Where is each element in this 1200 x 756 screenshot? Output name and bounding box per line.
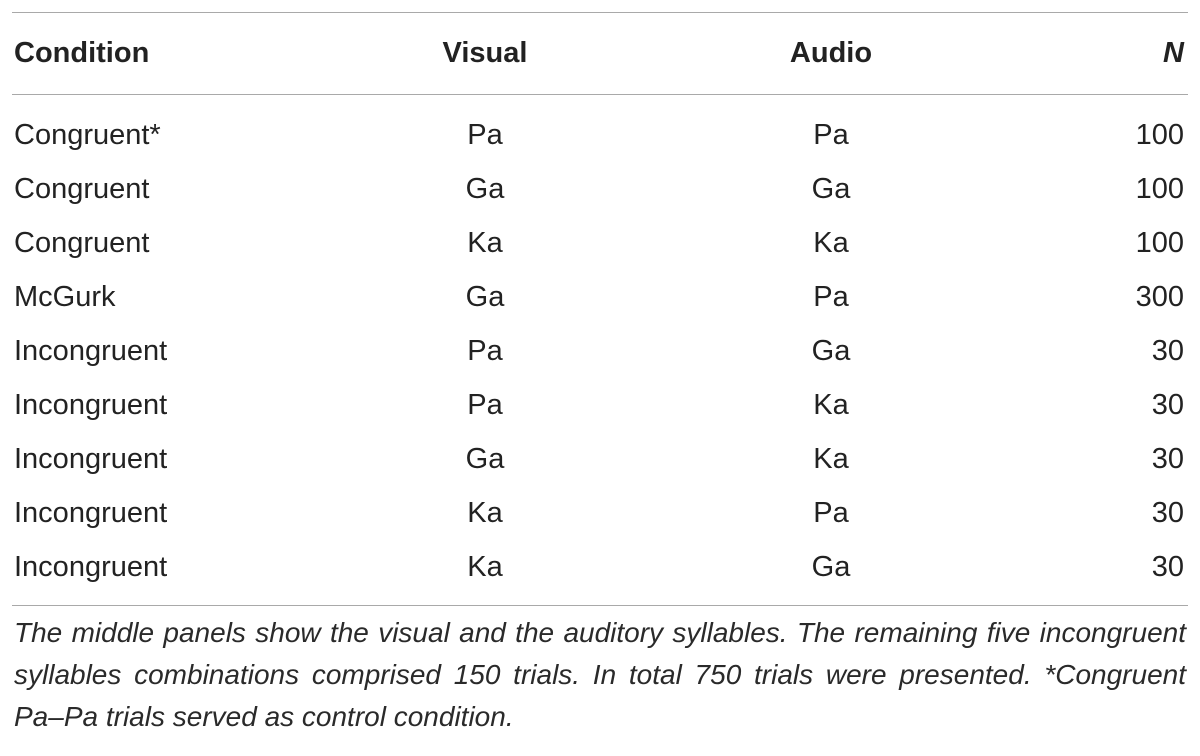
table-row xyxy=(14,324,1186,378)
header-condition: Condition xyxy=(14,37,150,69)
cell-audio: Ga xyxy=(811,551,851,583)
cell-n: 100 xyxy=(1135,119,1184,151)
cell-condition: Incongruent xyxy=(14,389,168,421)
cell-n: 100 xyxy=(1135,227,1184,259)
table-footnote: The middle panels show the visual and the auditory syllables. The remaining five incongruent syllables combinations comprised 150 trials. In total 750 trials were presented. *Congruent Pa–Pa trials served as control condition. xyxy=(14,617,1186,732)
cell-visual: Pa xyxy=(467,389,503,421)
table-row xyxy=(14,162,1186,216)
cell-condition: Incongruent xyxy=(14,551,168,583)
cell-audio: Pa xyxy=(813,281,849,313)
cell-condition: Incongruent xyxy=(14,335,168,367)
cell-visual: Ga xyxy=(465,281,505,313)
cell-audio: Pa xyxy=(813,119,849,151)
cell-condition: Incongruent xyxy=(14,443,168,475)
table-row xyxy=(14,540,1186,594)
cell-condition: Congruent xyxy=(14,227,150,259)
cell-n: 300 xyxy=(1135,281,1184,313)
cell-condition: Congruent* xyxy=(14,119,161,151)
cell-visual: Pa xyxy=(467,119,503,151)
cell-visual: Ka xyxy=(467,227,503,259)
table-row xyxy=(14,108,1186,162)
cell-condition: Congruent xyxy=(14,173,150,205)
cell-n: 30 xyxy=(1151,389,1184,421)
table-row xyxy=(14,378,1186,432)
table-header-rule xyxy=(12,94,1188,95)
table-row xyxy=(14,486,1186,540)
table-header-row xyxy=(14,26,1186,80)
table-top-rule xyxy=(12,12,1188,13)
cell-visual: Ga xyxy=(465,443,505,475)
table-bottom-rule xyxy=(12,605,1188,606)
cell-visual: Pa xyxy=(467,335,503,367)
cell-n: 30 xyxy=(1151,443,1184,475)
cell-audio: Ga xyxy=(811,335,851,367)
cell-visual: Ka xyxy=(467,497,503,529)
cell-n: 100 xyxy=(1135,173,1184,205)
table-row xyxy=(14,432,1186,486)
cell-n: 30 xyxy=(1151,497,1184,529)
table-row xyxy=(14,216,1186,270)
cell-condition: McGurk xyxy=(14,281,116,313)
cell-audio: Ga xyxy=(811,173,851,205)
cell-audio: Ka xyxy=(813,443,849,475)
cell-n: 30 xyxy=(1151,551,1184,583)
cell-audio: Ka xyxy=(813,389,849,421)
cell-audio: Ka xyxy=(813,227,849,259)
cell-condition: Incongruent xyxy=(14,497,168,529)
table-row xyxy=(14,270,1186,324)
cell-audio: Pa xyxy=(813,497,849,529)
cell-visual: Ga xyxy=(465,173,505,205)
header-visual: Visual xyxy=(442,37,528,69)
cell-n: 30 xyxy=(1151,335,1184,367)
header-audio: Audio xyxy=(789,37,873,69)
header-n: N xyxy=(1163,37,1184,69)
cell-visual: Ka xyxy=(467,551,503,583)
